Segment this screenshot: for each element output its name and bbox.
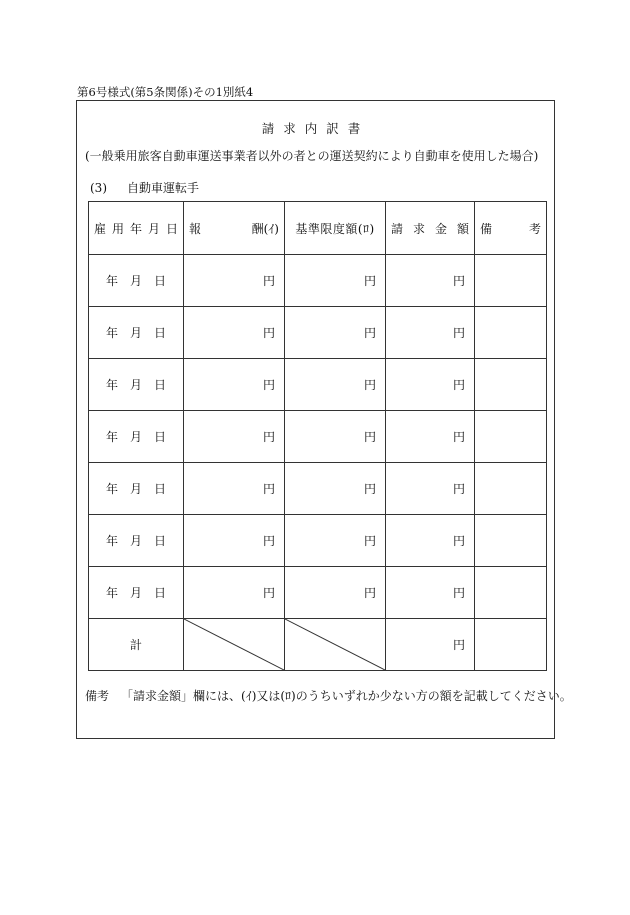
- breakdown-table: [88, 201, 547, 671]
- date-day: 日: [154, 482, 167, 496]
- header-row: [89, 202, 547, 255]
- total-row: [89, 619, 547, 671]
- date-month: 月: [129, 430, 142, 444]
- header-pay-end: 酬(ｲ): [251, 221, 279, 236]
- date-cell[interactable]: [89, 359, 184, 411]
- date-day: 日: [154, 274, 167, 288]
- remarks: [85, 687, 572, 704]
- date-day: 日: [154, 534, 167, 548]
- date-year: 年: [105, 534, 118, 548]
- claim-cell[interactable]: 円: [386, 255, 475, 307]
- date-day: 日: [154, 430, 167, 444]
- base-limit-cell[interactable]: 円: [285, 411, 386, 463]
- total-label: 計: [89, 619, 184, 671]
- pay-cell[interactable]: 円: [184, 463, 285, 515]
- base-limit-cell[interactable]: 円: [285, 567, 386, 619]
- date-cell[interactable]: [89, 307, 184, 359]
- date-month: 月: [129, 378, 142, 392]
- pay-cell[interactable]: 円: [184, 567, 285, 619]
- claim-cell[interactable]: 円: [386, 567, 475, 619]
- date-month: 月: [129, 534, 142, 548]
- date-year: 年: [105, 274, 118, 288]
- date-month: 月: [129, 482, 142, 496]
- date-month: 月: [129, 586, 142, 600]
- pay-cell[interactable]: 円: [184, 307, 285, 359]
- base-limit-cell[interactable]: 円: [285, 463, 386, 515]
- note-cell[interactable]: [475, 515, 547, 567]
- section-label: [90, 179, 219, 196]
- pay-cell[interactable]: 円: [184, 411, 285, 463]
- document-title: 請求内訳書: [261, 121, 370, 136]
- date-cell[interactable]: [89, 255, 184, 307]
- header-claim: 請求金額: [391, 221, 469, 236]
- table-row: [89, 307, 547, 359]
- date-year: 年: [105, 430, 118, 444]
- pay-cell[interactable]: 円: [184, 359, 285, 411]
- section-title: 自動車運転手: [127, 181, 200, 195]
- date-cell[interactable]: [89, 567, 184, 619]
- table-row: [89, 515, 547, 567]
- table-row: [89, 411, 547, 463]
- table-row: [89, 359, 547, 411]
- section-number: (3): [90, 181, 107, 195]
- header-date-cell: [89, 202, 184, 255]
- note-cell[interactable]: [475, 411, 547, 463]
- remarks-label: 備考: [85, 689, 110, 703]
- header-pay-main: 報: [189, 221, 202, 236]
- date-cell[interactable]: [89, 463, 184, 515]
- date-year: 年: [105, 482, 118, 496]
- diagonal-strike: [184, 619, 284, 670]
- claim-cell[interactable]: 円: [386, 515, 475, 567]
- claim-cell[interactable]: 円: [386, 359, 475, 411]
- header-date: 雇用年月日: [94, 221, 178, 236]
- date-year: 年: [105, 586, 118, 600]
- header-claim-cell: [386, 202, 475, 255]
- date-month: 月: [129, 274, 142, 288]
- date-year: 年: [105, 326, 118, 340]
- base-limit-cell[interactable]: 円: [285, 255, 386, 307]
- pay-cell[interactable]: 円: [184, 255, 285, 307]
- base-limit-cell[interactable]: 円: [285, 307, 386, 359]
- total-note-cell: [475, 619, 547, 671]
- base-limit-cell[interactable]: 円: [285, 359, 386, 411]
- note-cell[interactable]: [475, 567, 547, 619]
- form-code: 第6号様式(第5条関係)その1別紙4: [77, 85, 254, 99]
- note-cell[interactable]: [475, 359, 547, 411]
- claim-cell[interactable]: 円: [386, 307, 475, 359]
- total-base-struck: [285, 619, 386, 671]
- date-day: 日: [154, 326, 167, 340]
- claim-cell[interactable]: 円: [386, 463, 475, 515]
- date-year: 年: [105, 378, 118, 392]
- note-cell[interactable]: [475, 307, 547, 359]
- note-cell[interactable]: [475, 463, 547, 515]
- pay-cell[interactable]: 円: [184, 515, 285, 567]
- header-base-cell: [285, 202, 386, 255]
- date-month: 月: [129, 326, 142, 340]
- table-row: [89, 255, 547, 307]
- total-claim-cell[interactable]: 円: [386, 619, 475, 671]
- table-row: [89, 567, 547, 619]
- date-cell[interactable]: [89, 515, 184, 567]
- date-cell[interactable]: [89, 411, 184, 463]
- header-base-limit: 基準限度額(ﾛ): [295, 221, 375, 236]
- total-pay-struck: [184, 619, 285, 671]
- claim-cell[interactable]: 円: [386, 411, 475, 463]
- remarks-text: 「請求金額」欄には、(ｲ)又は(ﾛ)のうちいずれか少ない方の額を記載してください。: [121, 689, 572, 703]
- form-frame: [76, 100, 572, 739]
- date-day: 日: [154, 378, 167, 392]
- header-note-cell: [475, 202, 547, 255]
- date-day: 日: [154, 586, 167, 600]
- table-row: [89, 463, 547, 515]
- header-pay-cell: [184, 202, 285, 255]
- header-note: 備考: [480, 221, 541, 236]
- base-limit-cell[interactable]: 円: [285, 515, 386, 567]
- diagonal-strike: [285, 619, 385, 670]
- note-cell[interactable]: [475, 255, 547, 307]
- document-subtitle: (一般乗用旅客自動車運送事業者以外の者との運送契約により自動車を使用した場合): [85, 149, 539, 163]
